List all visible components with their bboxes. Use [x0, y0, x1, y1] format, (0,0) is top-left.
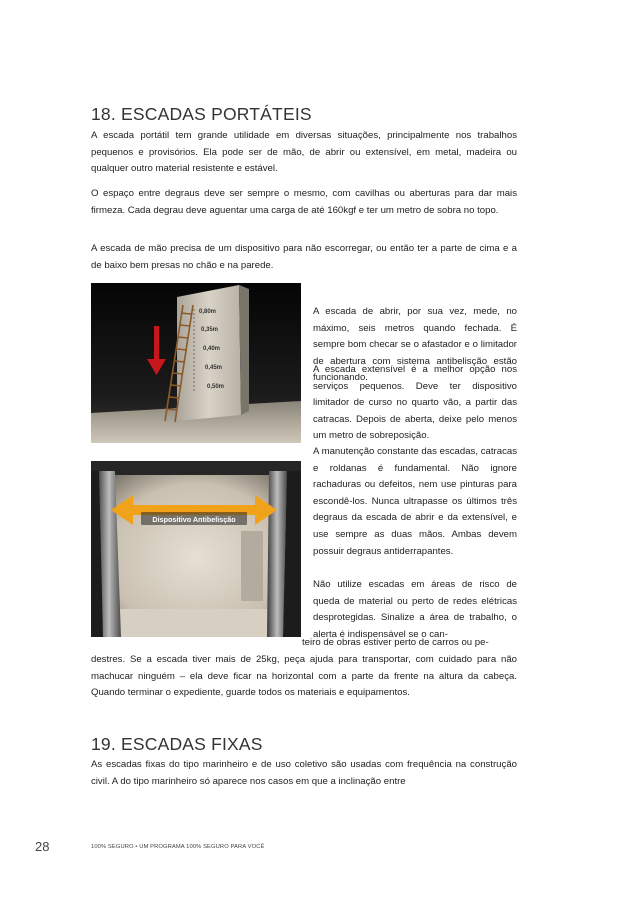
ladder-wall-illustration [91, 283, 301, 443]
anti-pinch-device-photo [91, 461, 301, 637]
section-18-paragraph-3: A escada de mão precisa de um dispositivo para não escorregar, ou então ter a parte de cima e a de baixo bem presas no chão e na parede. [91, 243, 517, 271]
measure-label-5: 0,50m [207, 384, 225, 390]
section-19-paragraph-1: As escadas fixas do tipo marinheiro e de uso coletivo são usadas com frequência na construção civil. A do tipo marinheiro só aparece nos casos em que a inclinação entre [91, 759, 517, 787]
measure-label-4: 0,45m [205, 365, 223, 371]
section-18-paragraph-2: O espaço entre degraus deve ser sempre o mesmo, com cavilhas ou aberturas para dar mais firmeza. Cada degrau deve aguentar uma carga de até 160kgf e ter um metro de sobra no topo. [91, 188, 517, 216]
side-paragraph-4: Não utilize escadas em áreas de risco de queda de material ou perto de redes elétricas desprotegidas. Sinalize a área de trabalho, o alerta é indispensável se o can- [313, 579, 517, 640]
wrap-line: teiro de obras estiver perto de carros ou pe- [302, 637, 489, 648]
section-18-paragraph-4: destres. Se a escada tiver mais de 25kg, peça ajuda para transportar, com cuidado para não machucar ninguém – ela deve ficar na horizontal com a parte da frente na altura da cabeça. Quando terminar o expediente, guarde todos os materiais e equipamentos. [91, 654, 517, 699]
side-paragraph-3: A manutenção constante das escadas, catracas e roldanas é fundamental. Não ignore rachaduras ou defeitos, nem use pinturas para escondê-los. Nunca ultrapasse os últimos três degraus da escada de abrir e da extensível, e use sempre as duas mãos. Ambas devem possuir degraus antiderrapantes. [313, 446, 517, 557]
section-18-title: 18. ESCADAS PORTÁTEIS [91, 104, 312, 124]
side-paragraph-2: A escada extensível é a melhor opção nos serviços pequenos. Deve ter dispositivo limitador de curso no quarto vão, a partir das catracas. Depois de aberta, deixe pelo menos um metro de sobreposição. [313, 364, 517, 442]
page-number: 28 [35, 839, 50, 854]
anti-pinch-label: Dispositivo Antibelisção [152, 515, 236, 524]
section-18-paragraph-1: A escada portátil tem grande utilidade em diversas situações, principalmente nos trabalhos pequenos e provisórios. Ela pode ser de mão, de abrir ou extensível, em metal, madeira ou qualquer outro material resistente e estável. [91, 130, 517, 175]
measure-label-3: 0,40m [203, 346, 221, 352]
measure-label-2: 0,35m [201, 327, 219, 333]
side-paragraph-1: A escada de abrir, por sua vez, mede, no máximo, seis metros quando fechada. É sempre bom checar se o afastador e o limitador de abertura com sistema antibelisção estão funcionando. [313, 306, 517, 384]
measure-label-1: 0,80m [199, 309, 217, 315]
footer-text: 100% SEGURO • UM PROGRAMA 100% SEGURO PARA VOCÊ [91, 844, 265, 850]
section-19-title: 19. ESCADAS FIXAS [91, 734, 263, 754]
